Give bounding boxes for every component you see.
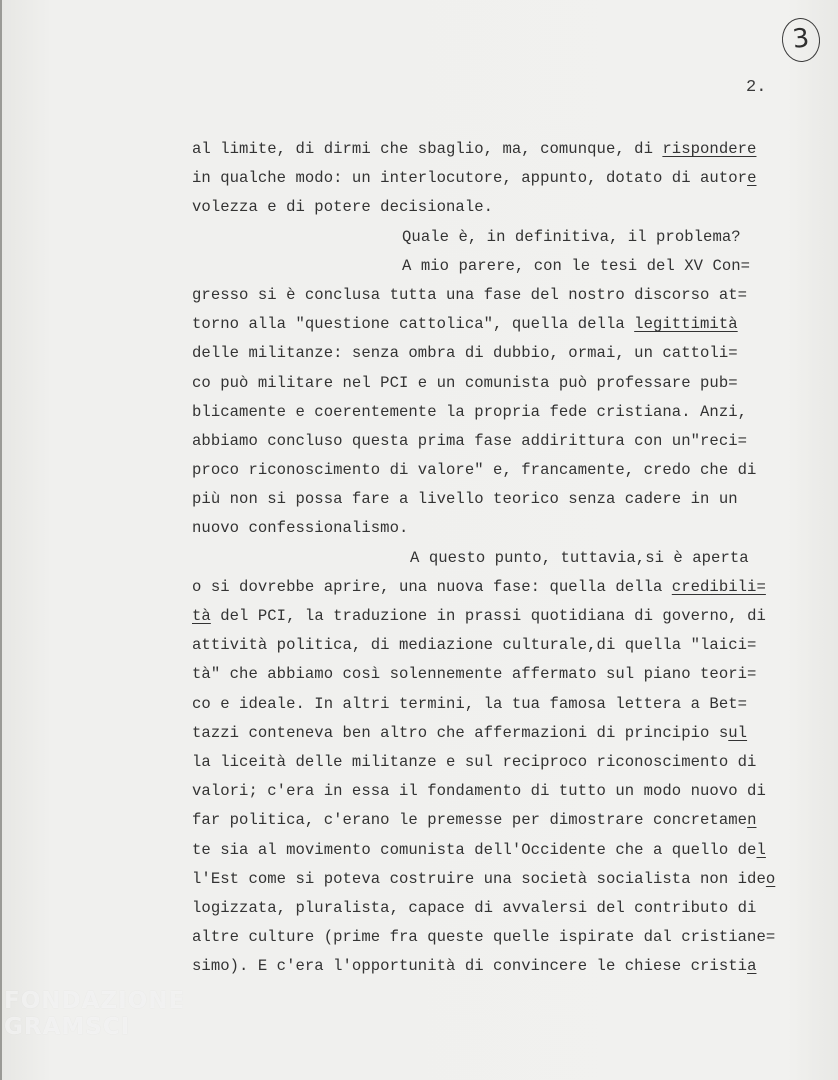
underlined-letter: n bbox=[747, 811, 757, 830]
text-line: delle militanze: senza ombra di dubbio, ormai, un cattoli= bbox=[192, 344, 738, 363]
underlined-word: credibili= bbox=[671, 577, 766, 596]
text-line: abbiamo concluso questa prima fase addirittura con un"reci= bbox=[192, 431, 748, 450]
text-line: blicamente e coerentemente la propria fede cristiana. Anzi, bbox=[192, 402, 748, 421]
page-number: 2. bbox=[746, 78, 767, 97]
underlined-letter: o bbox=[765, 869, 776, 888]
text-line: la liceità delle militanze e sul reciproco riconoscimento di bbox=[192, 752, 757, 771]
archive-watermark bbox=[4, 988, 214, 1040]
text-line: simo). E c'era l'opportunità di convincere le chiese cristia bbox=[192, 957, 757, 976]
text-line: attività politica, di mediazione culturale,di quella "laici= bbox=[192, 636, 757, 655]
text-line: in qualche modo: un interlocutore, appunto, dotato di autore bbox=[192, 169, 757, 188]
underlined-word: tà bbox=[192, 607, 211, 625]
text-line: tà" che abbiamo così solennemente affermato sul piano teori= bbox=[192, 665, 757, 684]
text-line: o si dovrebbe aprire, una nuova fase: quella della credibili= bbox=[192, 577, 766, 596]
text-line: A mio parere, con le tesi del XV Con= bbox=[402, 256, 751, 275]
underlined-word: legittimità bbox=[634, 315, 738, 334]
text-line: co può militare nel PCI e un comunista può professare pub= bbox=[192, 373, 738, 392]
text-line: gresso si è conclusa tutta una fase del nostro discorso at= bbox=[192, 285, 748, 304]
circled-page-marker: 3 bbox=[780, 16, 822, 64]
watermark-line-2: GRAMSCI bbox=[4, 1014, 131, 1040]
text-line: far politica, c'erano le premesse per dimostrare concretamen bbox=[192, 811, 757, 830]
text-line: tà del PCI, la traduzione in prassi quotidiana di governo, di bbox=[192, 607, 766, 625]
underlined-word: rispondere bbox=[662, 140, 757, 158]
text-line: tazzi conteneva ben altro che affermazioni di principio sul bbox=[192, 723, 748, 742]
text-line: volezza e di potere decisionale. bbox=[192, 198, 494, 217]
letter-body bbox=[192, 135, 802, 981]
text-line: proco riconoscimento di valore" e, francamente, credo che di bbox=[192, 461, 757, 480]
text-line: co e ideale. In altri termini, la tua famosa lettera a Bet= bbox=[192, 694, 748, 713]
text-line: te sia al movimento comunista dell'Occidente che a quello del bbox=[192, 840, 766, 859]
underlined-letter: a bbox=[747, 957, 757, 976]
text-line: Quale è, in definitiva, il problema? bbox=[402, 227, 741, 246]
text-line: al limite, di dirmi che sbaglio, ma, comunque, di rispondere bbox=[192, 140, 757, 158]
text-line: torno alla "questione cattolica", quella della legittimità bbox=[192, 315, 738, 334]
text-line: valori; c'era in essa il fondamento di tutto un modo nuovo di bbox=[192, 782, 766, 801]
text-line: A questo punto, tuttavia,si è aperta bbox=[410, 548, 749, 567]
watermark-line-1: FONDAZIONE bbox=[4, 988, 186, 1014]
underlined-letter: l bbox=[756, 840, 766, 859]
text-line: logizzata, pluralista, capace di avvalersi del contributo di bbox=[192, 898, 757, 917]
text-line: l'Est come si poteva costruire una società socialista non ideo bbox=[192, 869, 776, 888]
text-line: nuovo confessionalismo. bbox=[192, 519, 409, 538]
text-line: più non si possa fare a livello teorico senza cadere in un bbox=[192, 490, 738, 509]
underlined-letters: ul bbox=[728, 723, 748, 742]
text-line: altre culture (prime fra queste quelle ispirate dal cristiane= bbox=[192, 928, 776, 947]
underlined-letter: e bbox=[747, 169, 757, 188]
